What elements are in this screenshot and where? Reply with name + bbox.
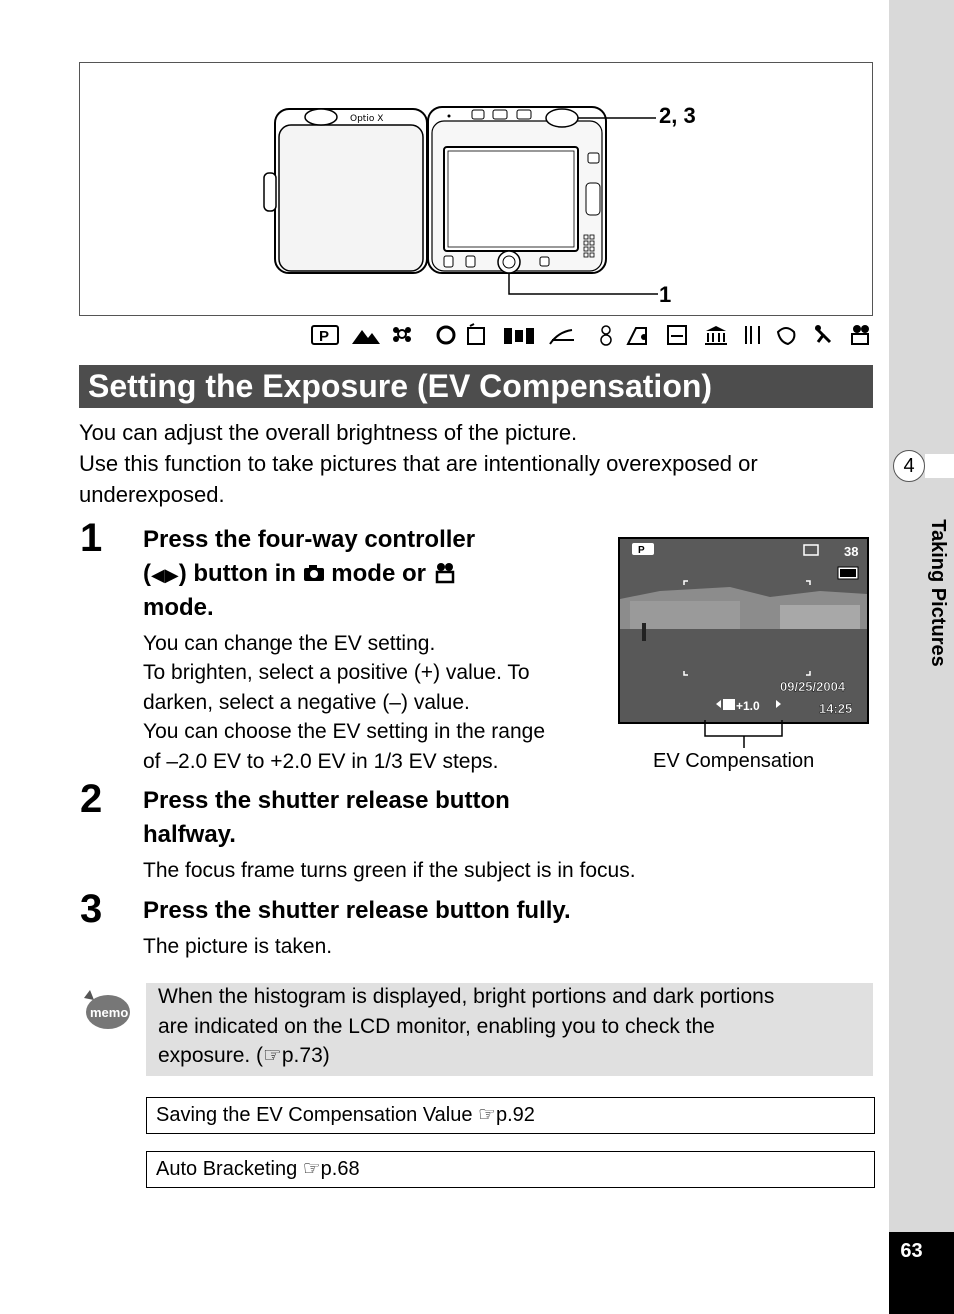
step-1-heading-line-1: Press the four-way controller <box>143 526 476 553</box>
kids-icon <box>601 326 611 345</box>
step-1-body-line-5: of –2.0 EV to +2.0 EV in 1/3 EV steps. <box>143 750 499 773</box>
step-2-body-line-1: The focus frame turns green if the subject is in focus. <box>143 859 636 882</box>
step-1-number: 1 <box>80 516 103 560</box>
movie-icon <box>852 325 869 344</box>
step-3-body-line-1: The picture is taken. <box>143 935 333 958</box>
chapter-tab <box>925 454 954 478</box>
museum-icon <box>705 326 727 344</box>
night-scene-icon <box>468 324 484 344</box>
left-right-arrows-icon: ◀▶ <box>151 565 179 585</box>
ev-callout-bracket <box>700 718 790 748</box>
step-2-heading-line-2: halfway. <box>143 821 236 848</box>
page-number: 63 <box>900 1240 923 1262</box>
callout-four-way-controller: 1 <box>659 282 672 307</box>
step-1-body-line-3: darken, select a negative (–) value. <box>143 691 470 714</box>
memo-icon-label: memo <box>90 1005 129 1020</box>
step-1-heading-line-3: mode. <box>143 594 214 621</box>
landscape-icon <box>352 330 380 344</box>
intro-line-1: You can adjust the overall brightness of the picture. <box>79 420 578 445</box>
lcd-date: 09/25/2004 <box>780 679 846 694</box>
step-1-heading-line-2 <box>143 557 457 592</box>
program-mode-icon <box>312 326 338 345</box>
pet-icon <box>778 328 794 344</box>
chapter-number: 4 <box>893 450 925 482</box>
food-icon <box>746 326 759 344</box>
chapter-title: Taking Pictures <box>927 519 949 667</box>
self-portrait-icon <box>628 328 647 344</box>
program-mode-letter: P <box>319 328 330 345</box>
movie-mode-icon <box>433 560 457 582</box>
lcd-time: 14:25 <box>819 701 853 716</box>
portrait-icon <box>438 327 454 343</box>
reference-ev-saving-link[interactable]: Saving the EV Compensation Value ☞p.92 <box>146 1097 875 1134</box>
memo-icon <box>80 988 132 1032</box>
intro-line-3: underexposed. <box>79 482 225 507</box>
lcd-ev-value: +1.0 <box>736 699 760 713</box>
lcd-mode-badge: P <box>638 545 645 556</box>
mode-icons-row <box>310 322 876 348</box>
reference-auto-bracketing-link[interactable]: Auto Bracketing ☞p.68 <box>146 1151 875 1188</box>
step-2-number: 2 <box>80 777 103 821</box>
step-1-heading-line-2-text-a: ( <box>143 560 151 587</box>
memo-line-3: exposure. (☞p.73) <box>158 1044 330 1067</box>
step-1-body-line-1: You can change the EV setting. <box>143 632 436 655</box>
flower-icon <box>393 327 411 342</box>
step-3-number: 3 <box>80 887 103 931</box>
surf-snow-icon <box>550 330 574 344</box>
step-1-body-line-4: You can choose the EV setting in the range <box>143 720 546 743</box>
step-2-heading-line-1: Press the shutter release button <box>143 787 510 814</box>
step-3-heading-line-1: Press the shutter release button fully. <box>143 897 571 924</box>
memo-line-2: are indicated on the LCD monitor, enabling you to check the <box>158 1015 715 1038</box>
step-1-heading-line-2-text-b: ) button in <box>178 560 303 587</box>
intro-line-2: Use this function to take pictures that are intentionally overexposed or <box>79 451 758 476</box>
callout-shutter-button: 2, 3 <box>659 103 696 128</box>
lcd-scene <box>620 539 867 722</box>
step-1-heading-line-2-text-c: mode or <box>324 560 433 587</box>
memo-line-1: When the histogram is displayed, bright portions and dark portions <box>158 985 775 1008</box>
step-1-body-line-2: To brighten, select a positive (+) value. To <box>143 661 530 684</box>
ev-compensation-caption: EV Compensation <box>653 750 815 772</box>
lcd-preview <box>618 537 869 724</box>
sport-icon <box>815 325 830 342</box>
lcd-shots-remaining: 38 <box>844 544 859 559</box>
camera-brand-text: Optio X <box>350 114 384 124</box>
camera-illustration <box>80 63 874 317</box>
page-title: Setting the Exposure (EV Compensation) <box>88 368 713 404</box>
camera-figure <box>79 62 873 316</box>
panorama-icon <box>504 328 534 344</box>
sunset-icon <box>668 326 686 344</box>
camera-mode-icon <box>303 558 325 576</box>
